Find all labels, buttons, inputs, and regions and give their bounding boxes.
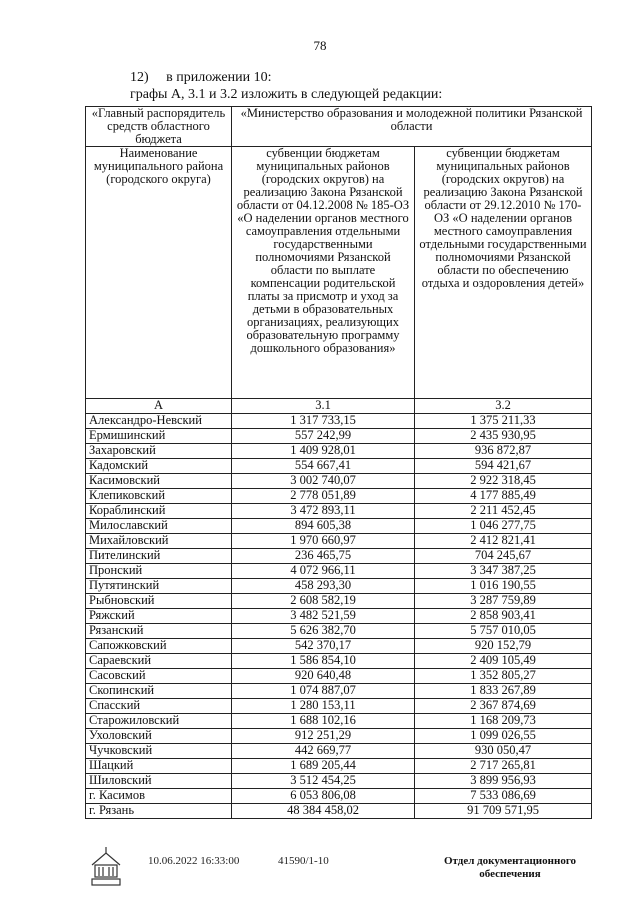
municipality-cell: Кораблинский [86, 504, 232, 519]
value-3-1-cell: 458 293,30 [232, 579, 415, 594]
value-3-2-cell: 2 922 318,45 [415, 474, 592, 489]
table-row [86, 684, 592, 699]
municipality-cell: Чучковский [86, 744, 232, 759]
column-letter-3-1: 3.1 [232, 399, 415, 414]
value-3-1-cell: 557 242,99 [232, 429, 415, 444]
footer-department-line-1: Отдел документационного [443, 855, 577, 867]
header-column-3-1: субвенции бюджетам муниципальных районов (городских округов) на реализацию Закона Рязанской области от 04.12.2008 № 185-ОЗ «О наделении органов местного самоуправления отдельными государственными полномочиями Рязанской области по выплате компенсации родительской платы за присмотр и уход за детьми в образовательных организациях, реализующих образовательную программу дошкольного образования» [232, 147, 415, 399]
value-3-1-cell: 1 586 854,10 [232, 654, 415, 669]
footer-department [430, 855, 590, 881]
municipality-cell: Ухоловский [86, 729, 232, 744]
value-3-2-cell: 1 833 267,89 [415, 684, 592, 699]
value-3-2-cell: 91 709 571,95 [415, 804, 592, 819]
value-3-1-cell: 542 370,17 [232, 639, 415, 654]
value-3-1-cell: 6 053 806,08 [232, 789, 415, 804]
value-3-1-cell: 442 669,77 [232, 744, 415, 759]
municipality-cell: Старожиловский [86, 714, 232, 729]
municipality-cell: Михайловский [86, 534, 232, 549]
municipality-cell: Сараевский [86, 654, 232, 669]
municipality-cell: Спасский [86, 699, 232, 714]
table-row [86, 534, 592, 549]
table-row [86, 414, 592, 429]
municipality-cell: г. Касимов [86, 789, 232, 804]
value-3-2-cell: 3 347 387,25 [415, 564, 592, 579]
municipality-cell: Пителинский [86, 549, 232, 564]
municipality-cell: Сасовский [86, 669, 232, 684]
value-3-1-cell: 1 317 733,15 [232, 414, 415, 429]
value-3-2-cell: 920 152,79 [415, 639, 592, 654]
value-3-1-cell: 1 688 102,16 [232, 714, 415, 729]
intro-line-1: 12) в приложении 10: [130, 70, 272, 85]
value-3-1-cell: 3 512 454,25 [232, 774, 415, 789]
table-row [86, 564, 592, 579]
value-3-1-cell: 1 409 928,01 [232, 444, 415, 459]
value-3-2-cell: 7 533 086,69 [415, 789, 592, 804]
value-3-1-cell: 5 626 382,70 [232, 624, 415, 639]
value-3-2-cell: 5 757 010,05 [415, 624, 592, 639]
value-3-2-cell: 2 435 930,95 [415, 429, 592, 444]
value-3-2-cell: 1 099 026,55 [415, 729, 592, 744]
footer-doc-number: 41590/1-10 [278, 855, 329, 867]
value-3-2-cell: 1 168 209,73 [415, 714, 592, 729]
table-row [86, 549, 592, 564]
page-number: 78 [313, 38, 327, 53]
municipality-cell: Кадомский [86, 459, 232, 474]
value-3-1-cell: 912 251,29 [232, 729, 415, 744]
header-ministry: «Министерство образования и молодежной политики Рязанской области [232, 107, 592, 147]
table-row [86, 699, 592, 714]
value-3-1-cell: 1 280 153,11 [232, 699, 415, 714]
table-row [86, 729, 592, 744]
value-3-2-cell: 2 409 105,49 [415, 654, 592, 669]
header-main-distributor: «Главный распорядитель средств областного бюджета [86, 107, 232, 147]
value-3-2-cell: 1 352 805,27 [415, 669, 592, 684]
column-letter-3-2: 3.2 [415, 399, 592, 414]
value-3-2-cell: 704 245,67 [415, 549, 592, 564]
table-row [86, 804, 592, 819]
municipality-cell: Пронский [86, 564, 232, 579]
table-row [86, 594, 592, 609]
intro-line-2: графы А, 3.1 и 3.2 изложить в следующей редакции: [130, 87, 443, 102]
value-3-1-cell: 48 384 458,02 [232, 804, 415, 819]
value-3-2-cell: 1 016 190,55 [415, 579, 592, 594]
table-row [86, 624, 592, 639]
table-row [86, 774, 592, 789]
municipality-cell: Ермишинский [86, 429, 232, 444]
table-row [86, 459, 592, 474]
table-row [86, 579, 592, 594]
value-3-1-cell: 920 640,48 [232, 669, 415, 684]
budget-table [85, 106, 592, 819]
value-3-2-cell: 936 872,87 [415, 444, 592, 459]
footer-department-line-2: обеспечения [479, 868, 541, 880]
municipality-cell: Рыбновский [86, 594, 232, 609]
duma-emblem-icon [88, 845, 124, 887]
municipality-cell: Скопинский [86, 684, 232, 699]
value-3-1-cell: 1 689 205,44 [232, 759, 415, 774]
table-row [86, 444, 592, 459]
value-3-1-cell: 4 072 966,11 [232, 564, 415, 579]
value-3-1-cell: 3 002 740,07 [232, 474, 415, 489]
table-row [86, 519, 592, 534]
header-column-3-2: субвенции бюджетам муниципальных районов (городских округов) на реализацию Закона Рязанской области от 29.12.2010 № 170-ОЗ «О наделении органов местного самоуправления отдельными государственными полномочиями Рязанской области по обеспечению отдыха и оздоровления детей» [415, 147, 592, 399]
municipality-cell: Клепиковский [86, 489, 232, 504]
municipality-cell: Шацкий [86, 759, 232, 774]
value-3-2-cell: 1 046 277,75 [415, 519, 592, 534]
value-3-1-cell: 1 970 660,97 [232, 534, 415, 549]
value-3-2-cell: 2 858 903,41 [415, 609, 592, 624]
table-row [86, 504, 592, 519]
value-3-2-cell: 4 177 885,49 [415, 489, 592, 504]
table-row [86, 489, 592, 504]
value-3-1-cell: 3 472 893,11 [232, 504, 415, 519]
municipality-cell: Путятинский [86, 579, 232, 594]
municipality-cell: г. Рязань [86, 804, 232, 819]
value-3-1-cell: 3 482 521,59 [232, 609, 415, 624]
column-letter-a: А [86, 399, 232, 414]
table-row [86, 474, 592, 489]
value-3-1-cell: 236 465,75 [232, 549, 415, 564]
footer-datetime: 10.06.2022 16:33:00 [148, 855, 240, 867]
value-3-2-cell: 2 717 265,81 [415, 759, 592, 774]
table-row [86, 609, 592, 624]
value-3-2-cell: 2 367 874,69 [415, 699, 592, 714]
value-3-2-cell: 930 050,47 [415, 744, 592, 759]
value-3-1-cell: 2 608 582,19 [232, 594, 415, 609]
municipality-cell: Касимовский [86, 474, 232, 489]
value-3-2-cell: 3 899 956,93 [415, 774, 592, 789]
municipality-cell: Захаровский [86, 444, 232, 459]
value-3-2-cell: 1 375 211,33 [415, 414, 592, 429]
table-row [86, 639, 592, 654]
municipality-cell: Сапожковский [86, 639, 232, 654]
table-row [86, 654, 592, 669]
table-row [86, 429, 592, 444]
municipality-cell: Ряжский [86, 609, 232, 624]
municipality-cell: Рязанский [86, 624, 232, 639]
municipality-cell: Александро-Невский [86, 414, 232, 429]
table-row [86, 669, 592, 684]
header-municipality-name: Наименование муниципального района (городского округа) [86, 147, 232, 399]
table-row [86, 759, 592, 774]
municipality-cell: Шиловский [86, 774, 232, 789]
value-3-2-cell: 2 211 452,45 [415, 504, 592, 519]
value-3-2-cell: 3 287 759,89 [415, 594, 592, 609]
value-3-1-cell: 1 074 887,07 [232, 684, 415, 699]
value-3-2-cell: 2 412 821,41 [415, 534, 592, 549]
table-row [86, 714, 592, 729]
value-3-2-cell: 594 421,67 [415, 459, 592, 474]
value-3-1-cell: 554 667,41 [232, 459, 415, 474]
value-3-1-cell: 2 778 051,89 [232, 489, 415, 504]
table-row [86, 744, 592, 759]
municipality-cell: Милославский [86, 519, 232, 534]
table-row [86, 789, 592, 804]
value-3-1-cell: 894 605,38 [232, 519, 415, 534]
